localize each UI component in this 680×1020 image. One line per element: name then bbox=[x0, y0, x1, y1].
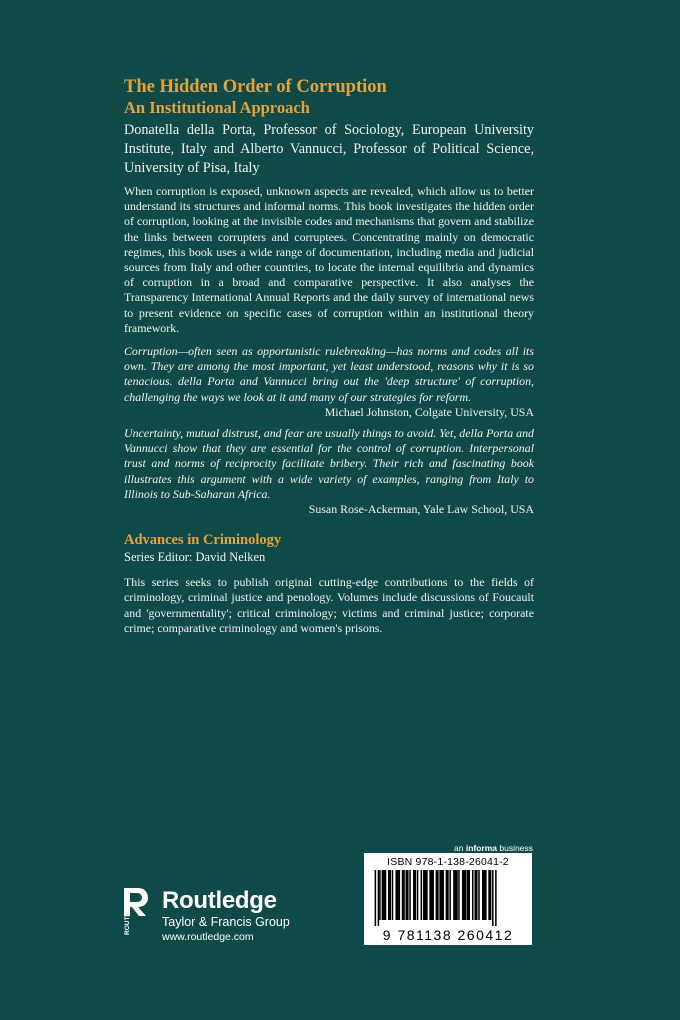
routledge-logo-icon bbox=[120, 886, 150, 936]
barcode-bar bbox=[378, 870, 380, 926]
review-quote: Uncertainty, mutual distrust, and fear are usually things to avoid. Yet, della Porta and Vannucci show that they are essential for the control of corruption. Interpersonal trust and norms of reciprocity facilitate bribery. Their rich and fascinating book illustrates this argument with a wide variety of examples, ranging from Italy to Illinois to Sub-Saharan Africa. bbox=[124, 426, 534, 501]
informa-name: informa bbox=[465, 843, 497, 853]
barcode-bar bbox=[439, 870, 444, 920]
barcode-bar bbox=[421, 870, 423, 920]
informa-prefix: an bbox=[454, 843, 466, 853]
informa-business-label bbox=[454, 843, 533, 853]
barcode-bar bbox=[458, 870, 460, 920]
book-authors: Donatella della Porta, Professor of Sociology, European University Institute, Italy and Alberto Vannucci, Professor of Political Science, University of Pisa, Italy bbox=[124, 122, 534, 176]
review-quote: Corruption—often seen as opportunistic rulebreaking—has norms and codes all its own. They are among the most important, yet least understood, reasons why it is so tenacious. della Porta and Vannucci bring out the 'deep structure' of corruption, challenging the ways we look at it and many of our strategies for reform. bbox=[124, 344, 534, 404]
review-attribution: Susan Rose-Ackerman, Yale Law School, USA bbox=[308, 502, 534, 517]
barcode-bar bbox=[413, 870, 416, 920]
barcode-bar bbox=[478, 870, 480, 920]
barcode-bar bbox=[417, 870, 419, 920]
barcode-bar bbox=[402, 870, 405, 920]
logo-vertical-text: ROUTLEDGE bbox=[124, 894, 131, 935]
barcode-bar bbox=[474, 870, 477, 920]
barcode-bar bbox=[388, 870, 391, 920]
book-subtitle: An Institutional Approach bbox=[124, 98, 310, 117]
publisher-url: www.routledge.com bbox=[162, 931, 254, 943]
informa-suffix: business bbox=[497, 843, 533, 853]
barcode-bar bbox=[449, 870, 451, 920]
barcode-digits: 9 781138 260412 bbox=[382, 927, 514, 943]
barcode-bar bbox=[379, 870, 381, 920]
back-cover-content bbox=[124, 76, 534, 636]
series-editor: Series Editor: David Nelken bbox=[124, 550, 266, 565]
barcode-bar bbox=[472, 870, 474, 920]
barcode-bar bbox=[406, 870, 409, 920]
isbn-barcode bbox=[364, 853, 532, 945]
series-title: Advances in Criminology bbox=[124, 532, 282, 549]
barcode-bar bbox=[462, 870, 467, 920]
series-description: This series seeks to publish original cutting-edge contributions to the fields of criminology, criminal justice and penology. Volumes include discussions of Foucault and 'governmentality'; critical criminology; victims and criminal justice; corporate crime; comparative criminology and women's prisons. bbox=[124, 575, 534, 635]
barcode-bar bbox=[375, 870, 377, 926]
barcode-bar bbox=[467, 870, 470, 920]
barcode-bar bbox=[453, 870, 458, 920]
barcode-bar bbox=[409, 870, 411, 920]
barcode-bar bbox=[488, 870, 491, 920]
barcode-bar bbox=[492, 870, 494, 926]
barcode-bar bbox=[495, 870, 497, 926]
publisher-name: Routledge bbox=[162, 887, 277, 914]
isbn-label: ISBN 978-1-138-26041-2 bbox=[387, 856, 509, 868]
barcode-bar bbox=[482, 870, 487, 920]
barcode-bar bbox=[429, 870, 434, 920]
publisher-group: Taylor & Francis Group bbox=[162, 915, 290, 929]
publisher-brand bbox=[162, 888, 290, 944]
barcode-bar bbox=[392, 870, 394, 920]
barcode-bar bbox=[382, 870, 387, 920]
barcode-bar bbox=[395, 870, 400, 920]
book-title: The Hidden Order of Corruption bbox=[124, 77, 387, 97]
barcode-bars bbox=[370, 870, 526, 926]
barcode-bar bbox=[446, 870, 449, 920]
barcode-bar bbox=[436, 870, 439, 920]
review-attribution: Michael Johnston, Colgate University, USA bbox=[324, 404, 534, 419]
barcode-bar bbox=[423, 870, 428, 920]
book-blurb: When corruption is exposed, unknown aspects are revealed, which allow us to better understand its structures and informal norms. This book investigates the hidden order of corruption, looking at the invisible codes and mechanisms that govern and stabilize the links between corrupters and corruptees. Concentrating mainly on democratic regimes, this book uses a wide range of documentation, including media and judicial sources from Italy and other countries, to locate the internal equilibria and dynamics of corruption in a broad and comparative perspective. It also analyses the Transparency International Annual Reports and the daily survey of international news to present evidence on specific cases of corruption within an institutional theory framework. bbox=[124, 184, 534, 335]
